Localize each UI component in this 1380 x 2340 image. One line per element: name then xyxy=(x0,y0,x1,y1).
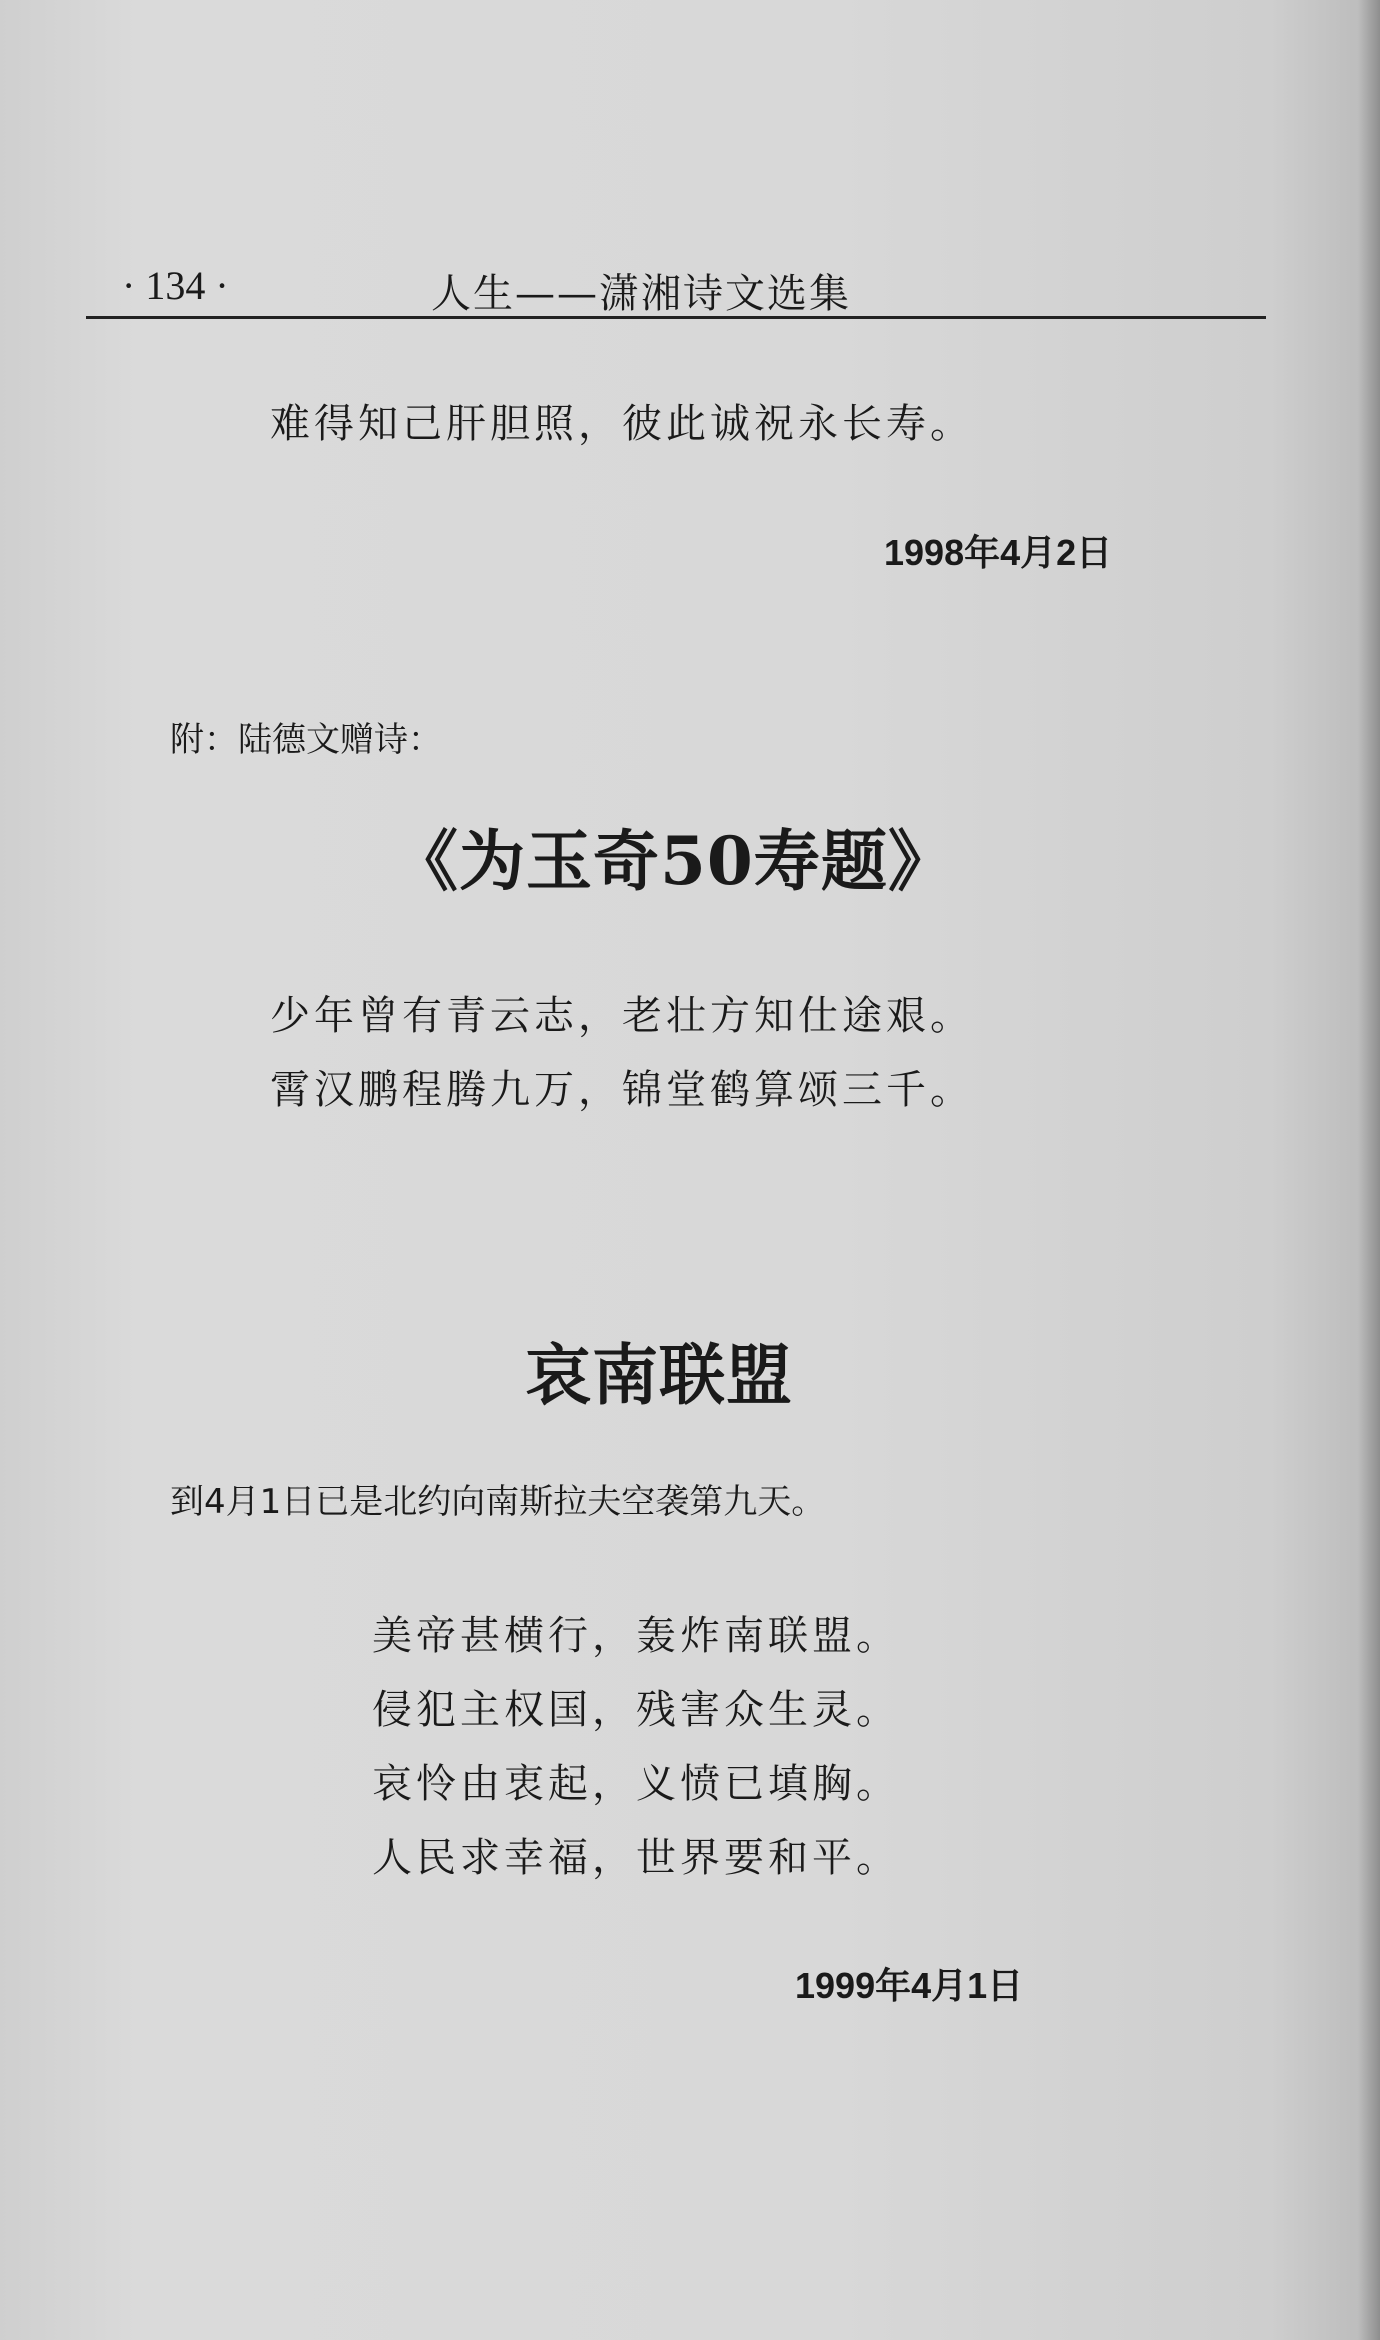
first-poem-date: 1998年4月2日 xyxy=(884,532,1113,573)
page-edge xyxy=(1358,0,1380,2340)
second-poem-preface: 到4月1日已是北约向南斯拉夫空袭第九天。 xyxy=(170,1482,826,1522)
appendix-poem-line: 霄汉鹏程腾九万，锦堂鹤算颂三千。 xyxy=(270,1067,974,1113)
running-header xyxy=(86,262,1266,319)
second-poem-title: 哀南联盟 xyxy=(525,1336,793,1414)
second-poem-line: 哀怜由衷起，义愤已填胸。 xyxy=(372,1761,900,1807)
appendix-poem-line: 少年曾有青云志，老壮方知仕途艰。 xyxy=(270,993,974,1039)
poem-closing-line: 难得知己肝胆照，彼此诚祝永长寿。 xyxy=(270,401,974,447)
second-poem-line: 侵犯主权国，残害众生灵。 xyxy=(372,1687,900,1733)
second-poem-line: 美帝甚横行，轰炸南联盟。 xyxy=(372,1613,900,1659)
appendix-poem-title: 《为玉奇50寿题》 xyxy=(392,822,955,900)
appendix-label: 附：陆德文赠诗： xyxy=(170,720,442,760)
page-number: · 134 · xyxy=(122,263,229,308)
second-poem-line: 人民求幸福，世界要和平。 xyxy=(372,1835,900,1881)
book-title: 人生——潇湘诗文选集 xyxy=(431,271,851,317)
second-poem-date: 1999年4月1日 xyxy=(795,1965,1024,2006)
